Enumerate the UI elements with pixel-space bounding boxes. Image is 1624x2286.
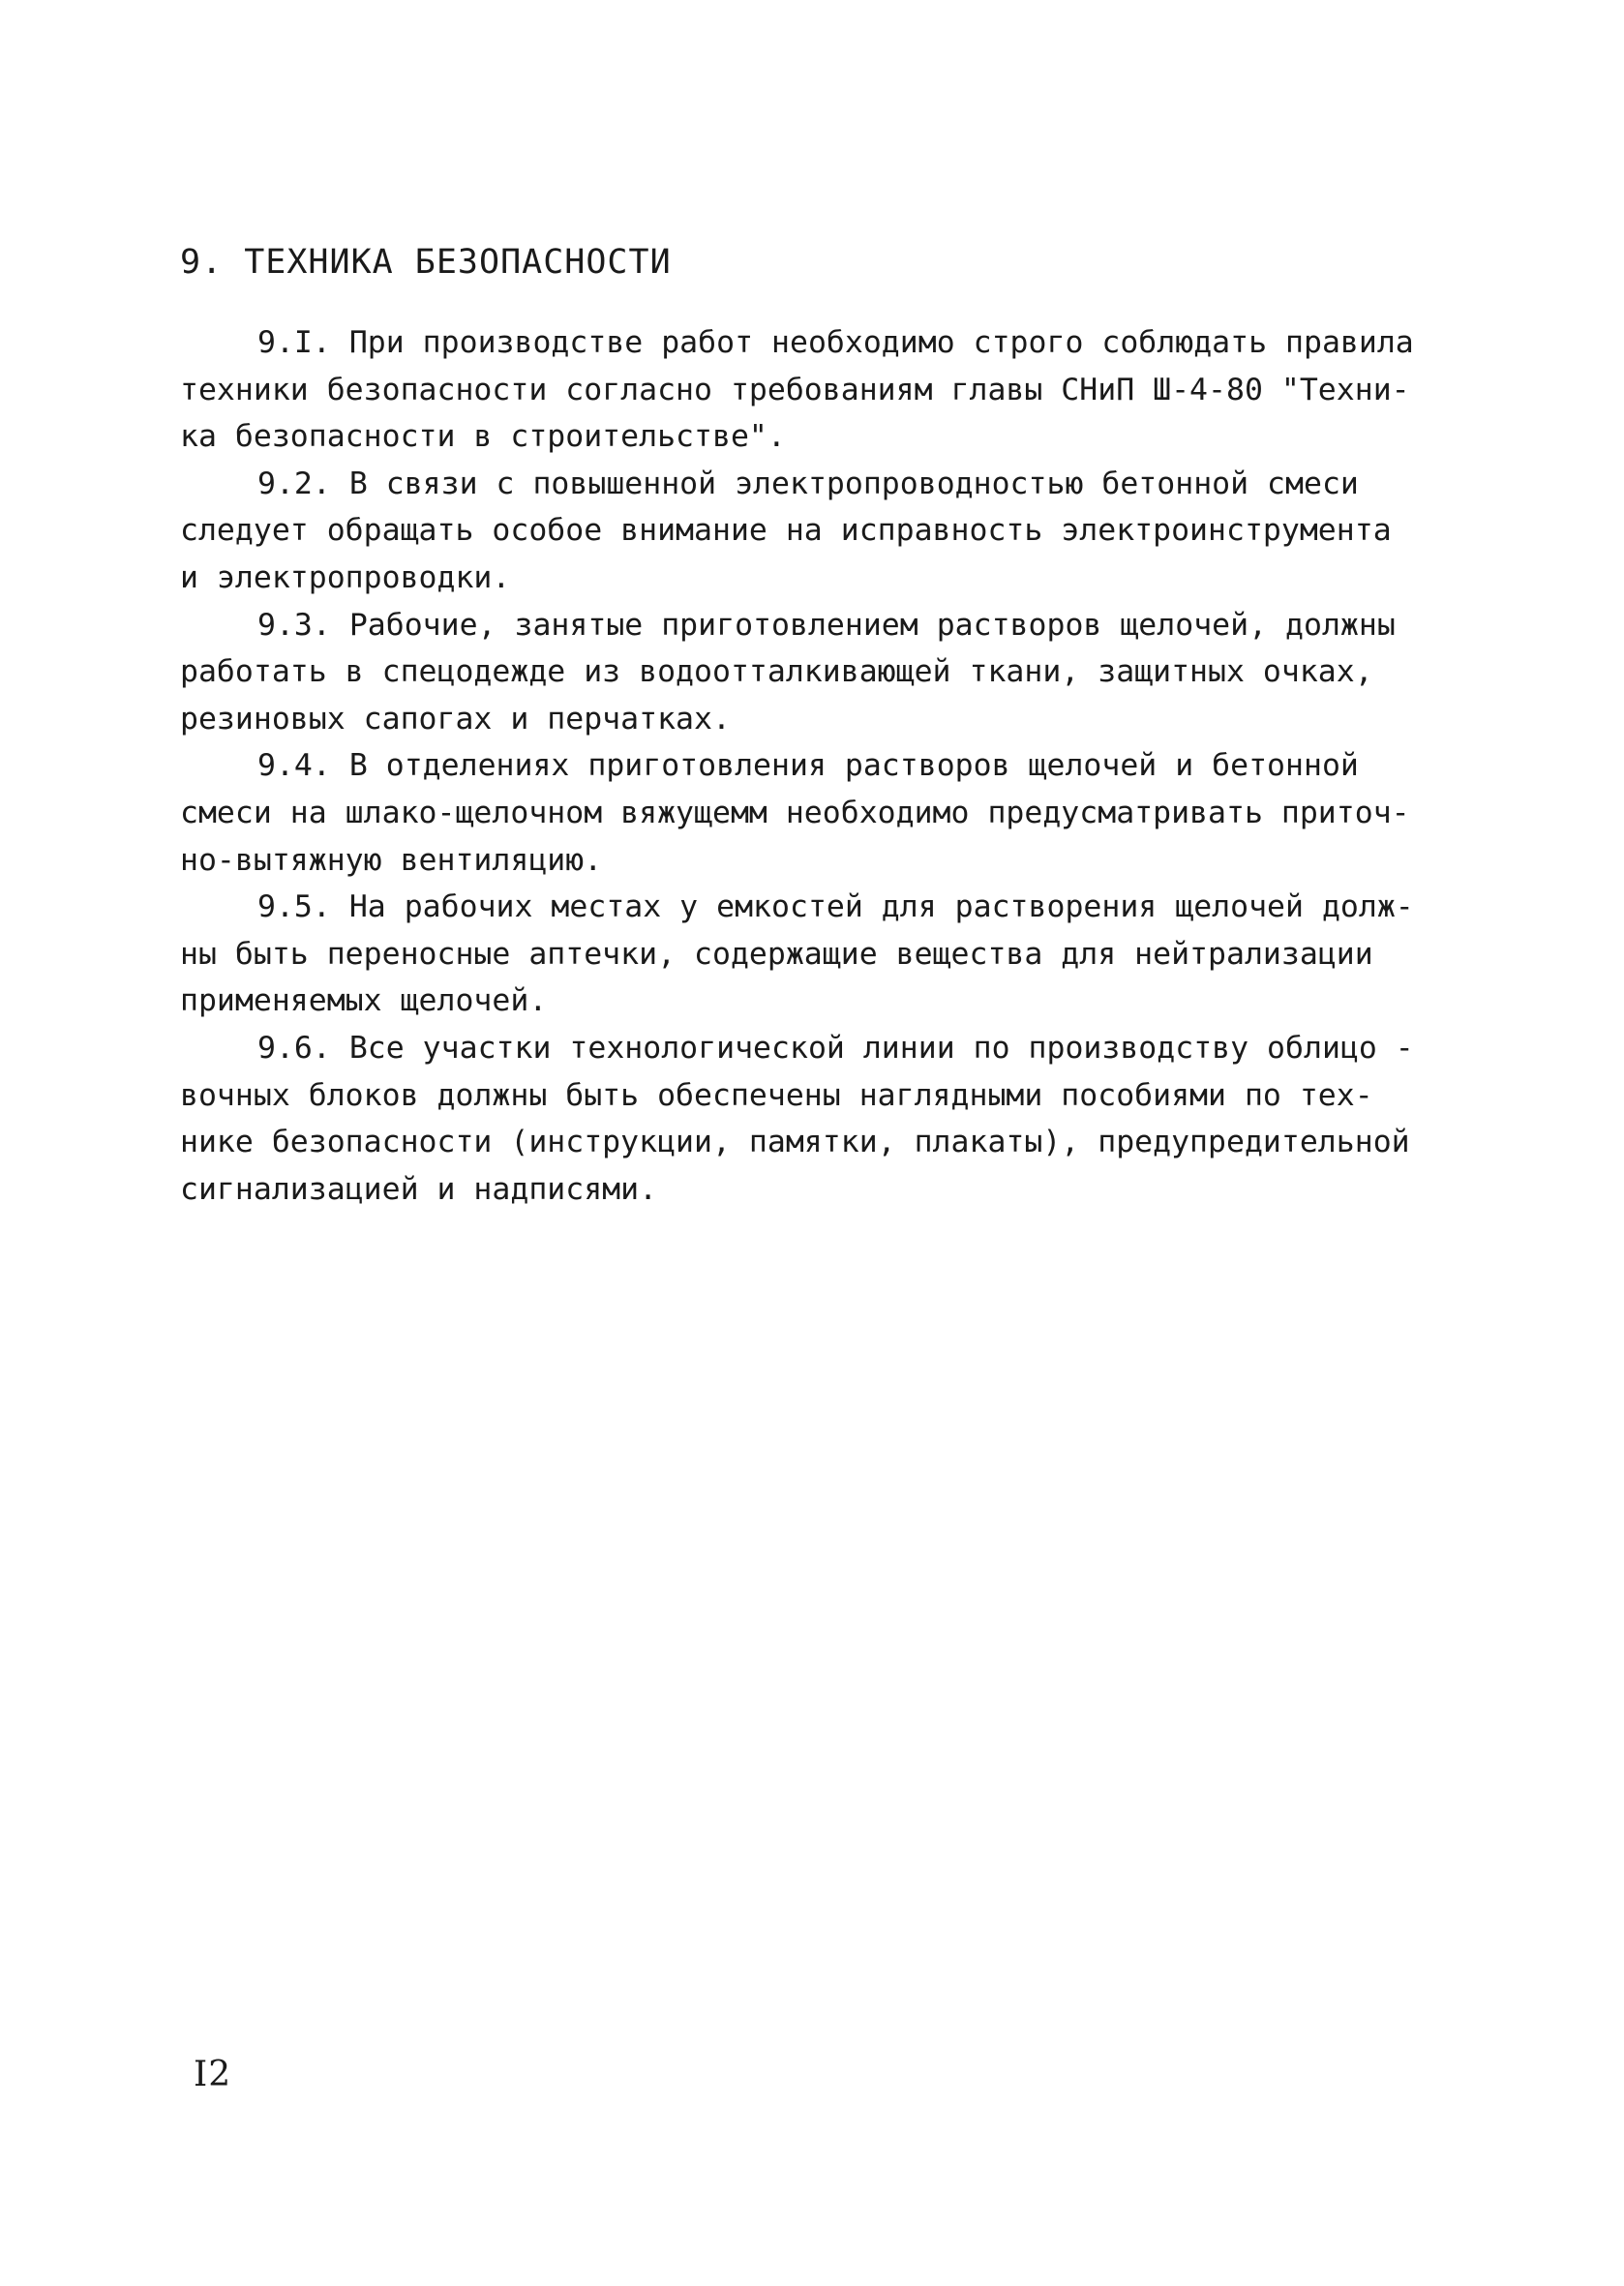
paragraph-9-3 xyxy=(180,602,1458,743)
paragraph-line: 9.2. В связи с повышенной электропроводностью бетонной смеси xyxy=(257,466,1359,501)
paragraph-line: вочных блоков должны быть обеспечены наглядными пособиями по тех- xyxy=(180,1077,1373,1113)
section-body xyxy=(180,319,1458,1213)
paragraph-line: и электропроводки. xyxy=(180,559,511,595)
paragraph-line: 9.I. При производстве работ необходимо строго соблюдать правила xyxy=(257,325,1414,360)
paragraph-line: ны быть переносные аптечки, содержащие вещества для нейтрализации xyxy=(180,936,1373,972)
section-heading: 9. ТЕХНИКА БЕЗОПАСНОСТИ xyxy=(180,243,672,282)
paragraph-9-5 xyxy=(180,884,1458,1025)
paragraph-line: резиновых сапогах и перчатках. xyxy=(180,701,731,737)
paragraph-9-1 xyxy=(180,319,1458,461)
paragraph-line: ка безопасности в строительстве". xyxy=(180,419,786,455)
paragraph-line: 9.4. В отделениях приготовления растворов щелочей и бетонной xyxy=(257,748,1359,784)
paragraph-line: следует обращать особое внимание на исправность электроинструмента xyxy=(180,513,1392,549)
paragraph-line: но-вытяжную вентиляцию. xyxy=(180,842,603,878)
paragraph-line: 9.3. Рабочие, занятые приготовлением растворов щелочей, должны xyxy=(257,607,1396,643)
paragraph-9-4 xyxy=(180,742,1458,884)
paragraph-line: сигнализацией и надписями. xyxy=(180,1171,658,1207)
paragraph-line: 9.6. Все участки технологической линии по производству облицо - xyxy=(257,1030,1414,1066)
paragraph-line: нике безопасности (инструкции, памятки, плакаты), предупредительной xyxy=(180,1125,1410,1160)
paragraph-9-6 xyxy=(180,1025,1458,1213)
paragraph-9-2 xyxy=(180,461,1458,602)
paragraph-line: применяемых щелочей. xyxy=(180,983,548,1019)
paragraph-line: 9.5. На рабочих местах у емкостей для растворения щелочей долж- xyxy=(257,889,1414,925)
paragraph-line: работать в спецодежде из водоотталкивающей ткани, защитных очках, xyxy=(180,654,1373,690)
page-number: I2 xyxy=(194,2055,232,2094)
paragraph-line: смеси на шлако-щелочном вяжущемм необходимо предусматривать приточ- xyxy=(180,795,1410,830)
paragraph-line: техники безопасности согласно требованиям главы СНиП Ш-4-80 "Техни- xyxy=(180,372,1410,407)
